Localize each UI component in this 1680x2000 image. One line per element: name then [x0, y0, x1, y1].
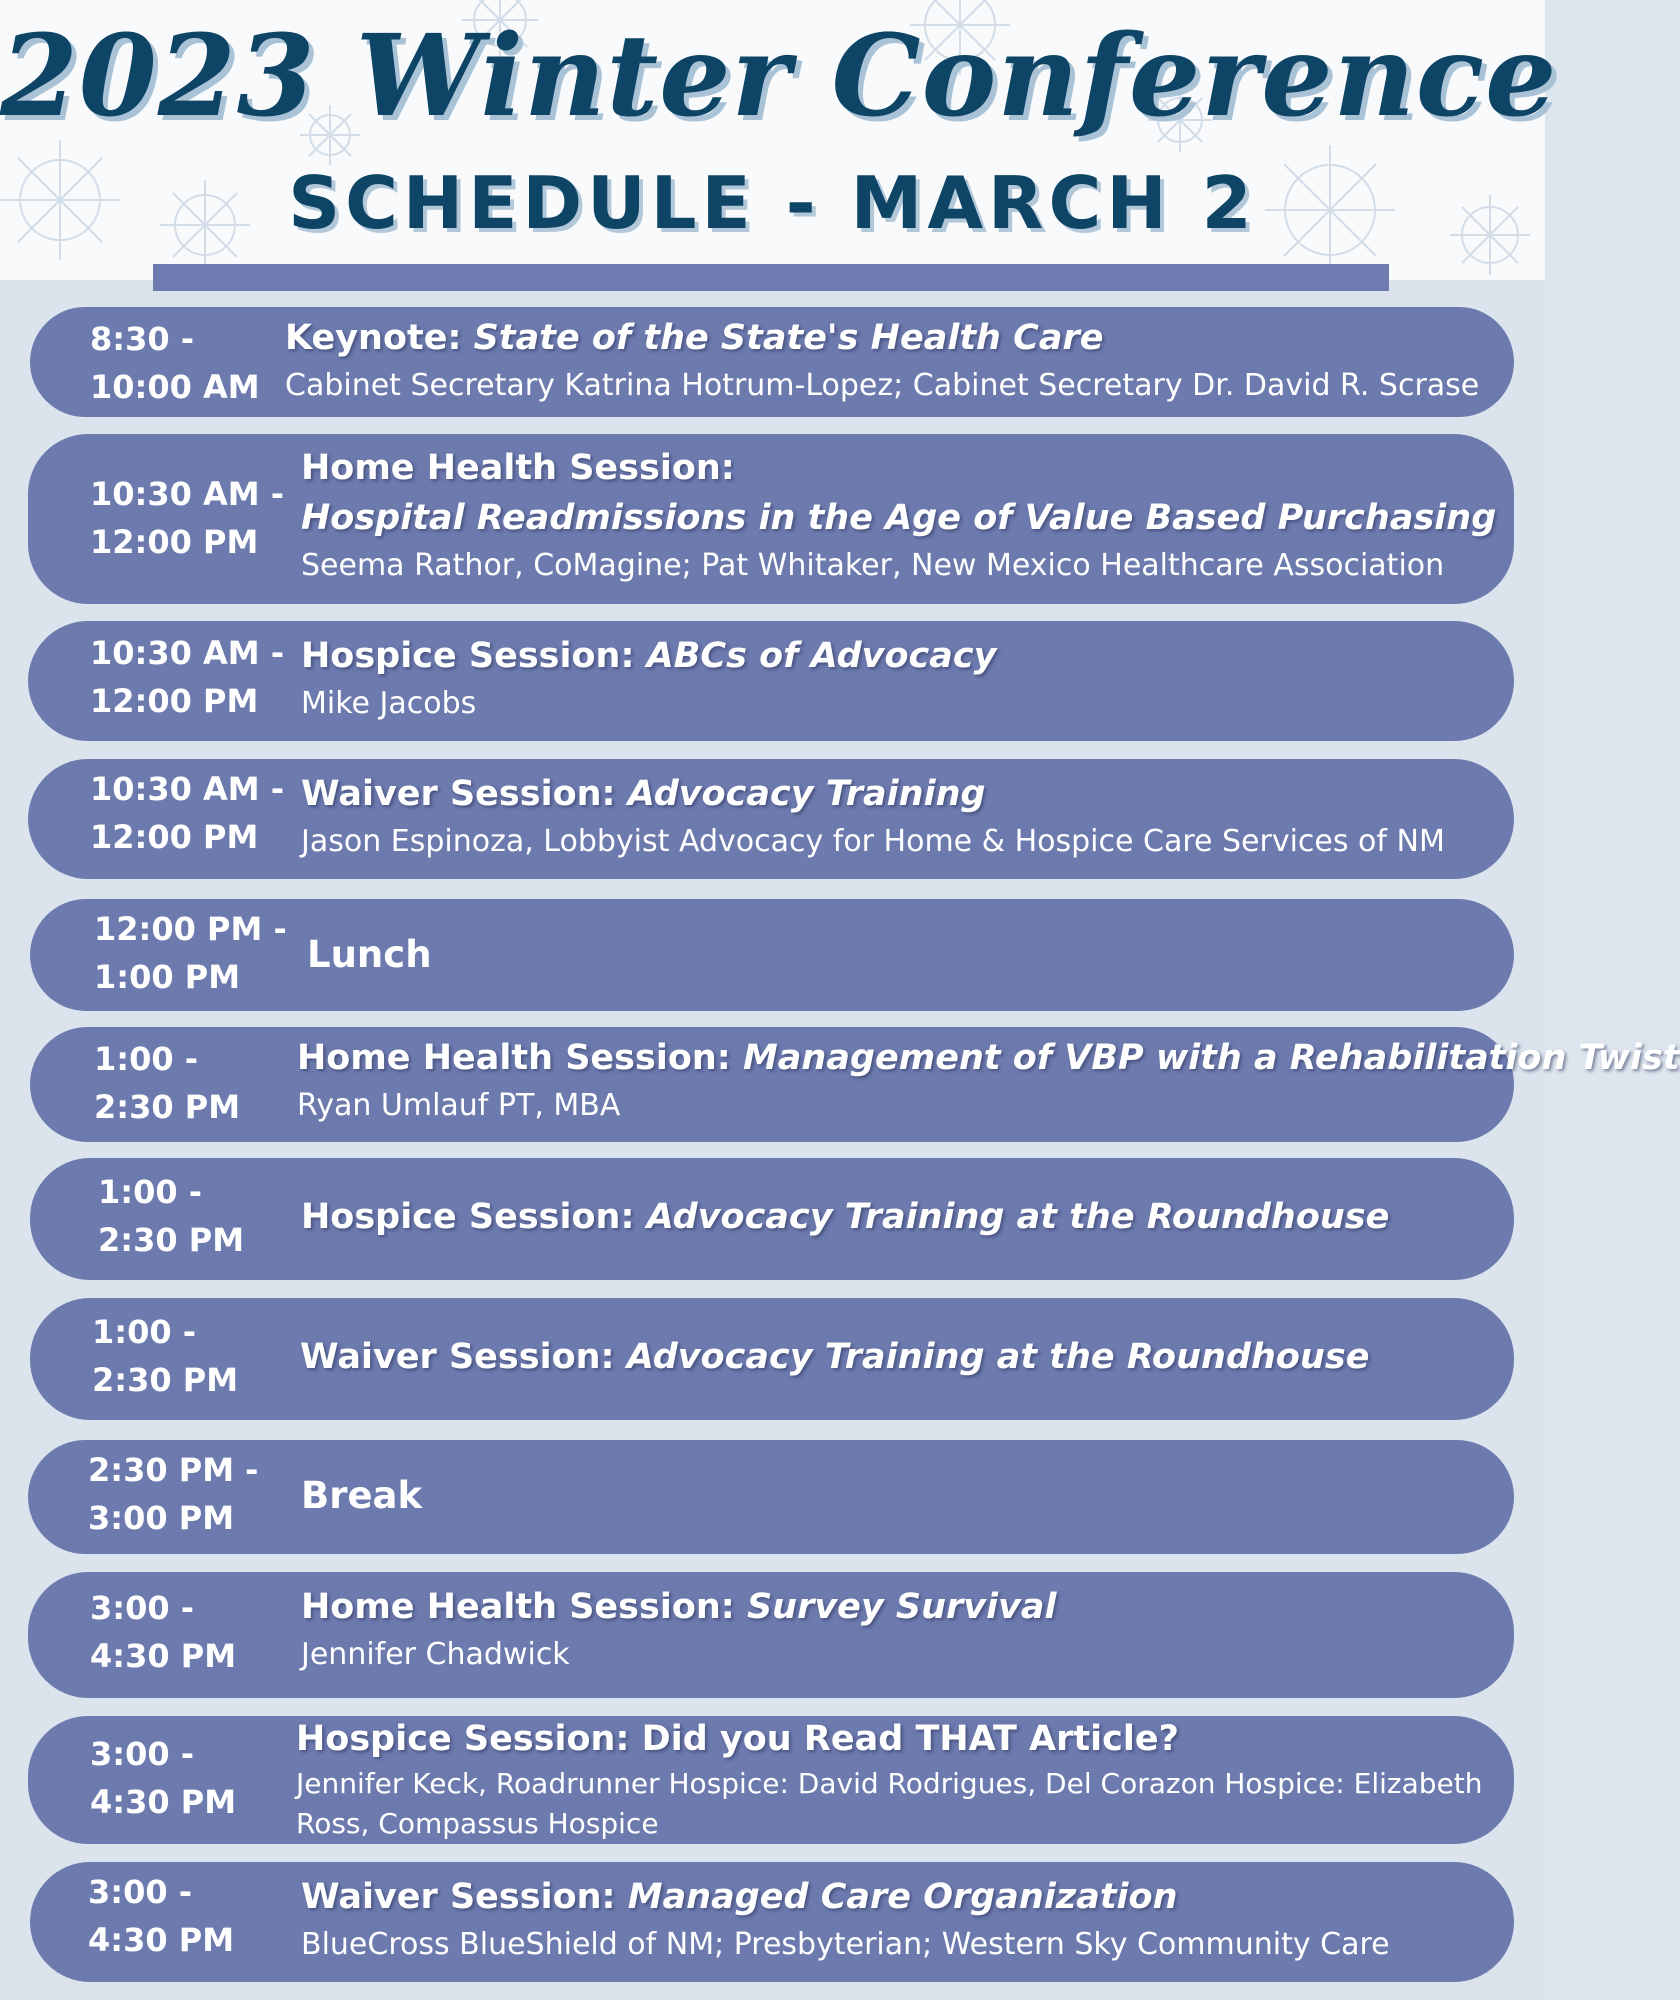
session-title	[300, 1332, 1494, 1382]
time-range	[90, 315, 260, 411]
time-start: 8:30 -	[90, 320, 195, 358]
session-label: Waiver Session:	[300, 1337, 627, 1377]
session-topic: Managed Care Organization	[627, 1877, 1178, 1917]
time-range	[88, 1868, 234, 1964]
schedule-item	[30, 1158, 1514, 1280]
session-speakers: Jennifer Keck, Roadrunner Hospice: David Rodrigues, Del Corazon Hospice: Elizabeth Ross, Compassus Hospice	[296, 1767, 1483, 1840]
session-label: Home Health Session:	[301, 1587, 747, 1627]
session-title	[285, 313, 1494, 363]
time-start: 3:00 -	[90, 1589, 195, 1627]
session-label: Hospice Session:	[301, 1197, 647, 1237]
session-label: Hospice Session:	[301, 636, 647, 676]
session-details	[301, 769, 1494, 865]
session-label: Break	[301, 1474, 423, 1517]
time-range	[98, 1168, 244, 1264]
session-details	[307, 930, 1494, 980]
session-details	[301, 443, 1497, 589]
time-start: 10:30 AM -	[90, 634, 285, 672]
session-speakers: BlueCross BlueShield of NM; Presbyterian; Western Sky Community Care	[301, 1927, 1390, 1962]
schedule-item	[30, 1862, 1514, 1982]
time-end: 1:00 PM	[94, 958, 241, 996]
schedule-item	[30, 1027, 1680, 1142]
schedule-item	[28, 621, 1514, 741]
schedule-item	[30, 307, 1514, 417]
time-start: 10:30 AM -	[90, 770, 285, 808]
session-label: Home Health Session:	[297, 1038, 743, 1078]
time-end: 2:30 PM	[92, 1361, 239, 1399]
time-range	[94, 905, 287, 1001]
session-speakers: Cabinet Secretary Katrina Hotrum-Lopez; Cabinet Secretary Dr. David R. Scrase	[285, 368, 1480, 403]
session-topic: Advocacy Training at the Roundhouse	[626, 1337, 1370, 1377]
session-topic: State of the State's Health Care	[473, 318, 1104, 358]
session-speakers: Ryan Umlauf PT, MBA	[297, 1088, 621, 1123]
time-end: 12:00 PM	[90, 523, 259, 561]
session-speakers: Jason Espinoza, Lobbyist Advocacy for Home & Hospice Care Services of NM	[301, 824, 1445, 859]
session-topic: Survey Survival	[746, 1587, 1057, 1627]
page-title: 2023 Winter Conference	[0, 11, 1558, 142]
session-speakers: Mike Jacobs	[301, 686, 477, 721]
session-label: Lunch	[307, 933, 432, 976]
schedule-item	[30, 899, 1514, 1011]
time-start: 10:30 AM -	[90, 475, 285, 513]
session-label: Waiver Session:	[301, 1877, 628, 1917]
session-details	[301, 1471, 1494, 1521]
session-title	[301, 769, 1494, 819]
session-details	[296, 1714, 1494, 1844]
session-speakers: Seema Rathor, CoMagine; Pat Whitaker, New Mexico Healthcare Association	[301, 548, 1445, 583]
time-start: 12:00 PM -	[94, 910, 287, 948]
session-topic: Advocacy Training	[627, 774, 986, 814]
session-label: Keynote:	[285, 318, 474, 358]
session-details	[301, 1582, 1494, 1678]
time-start: 3:00 -	[90, 1735, 195, 1773]
page-subtitle: SCHEDULE - MARCH 2	[288, 161, 1257, 245]
time-end: 12:00 PM	[90, 818, 259, 856]
time-range	[88, 1446, 258, 1542]
session-title	[301, 1872, 1494, 1922]
session-topic: Management of VBP with a Rehabilitation Twist	[742, 1038, 1680, 1078]
session-details	[297, 1033, 1680, 1129]
session-title	[301, 1192, 1494, 1242]
time-end: 10:00 AM	[90, 368, 260, 406]
schedule-item	[28, 1440, 1514, 1554]
schedule-item	[30, 1298, 1514, 1420]
session-title	[301, 1582, 1494, 1632]
time-start: 3:00 -	[88, 1873, 193, 1911]
session-speakers: Jennifer Chadwick	[301, 1637, 570, 1672]
session-label: Waiver Session:	[301, 774, 628, 814]
time-end: 3:00 PM	[88, 1499, 235, 1537]
session-details	[300, 1332, 1494, 1382]
time-end: 2:30 PM	[98, 1221, 245, 1259]
time-range	[90, 1730, 236, 1826]
schedule-item	[28, 1716, 1514, 1844]
time-end: 4:30 PM	[90, 1783, 237, 1821]
session-label: Hospice Session: Did you Read THAT Article?	[296, 1719, 1179, 1759]
time-range	[90, 1584, 236, 1680]
time-start: 1:00 -	[92, 1313, 197, 1351]
session-title	[297, 1033, 1680, 1083]
session-details	[301, 1192, 1494, 1242]
time-range	[94, 1035, 240, 1131]
time-start: 1:00 -	[98, 1173, 203, 1211]
session-details	[301, 1872, 1494, 1968]
session-title	[301, 631, 1494, 681]
schedule-item	[28, 759, 1514, 879]
time-start: 1:00 -	[94, 1040, 199, 1078]
schedule-item	[28, 434, 1514, 604]
time-end: 4:30 PM	[88, 1921, 235, 1959]
session-topic: Hospital Readmissions in the Age of Value Based Purchasing	[301, 498, 1497, 538]
time-start: 2:30 PM -	[88, 1451, 259, 1489]
time-range	[92, 1308, 238, 1404]
time-range	[90, 629, 284, 725]
session-topic: Advocacy Training at the Roundhouse	[646, 1197, 1390, 1237]
session-details	[301, 631, 1494, 727]
schedule-item	[28, 1572, 1514, 1698]
session-topic: ABCs of Advocacy	[646, 636, 997, 676]
time-end: 4:30 PM	[90, 1637, 237, 1675]
time-end: 2:30 PM	[94, 1088, 241, 1126]
session-details	[285, 313, 1494, 409]
time-range	[90, 765, 284, 861]
time-end: 12:00 PM	[90, 682, 259, 720]
time-range	[90, 470, 284, 566]
session-label: Home Health Session:	[301, 448, 735, 488]
